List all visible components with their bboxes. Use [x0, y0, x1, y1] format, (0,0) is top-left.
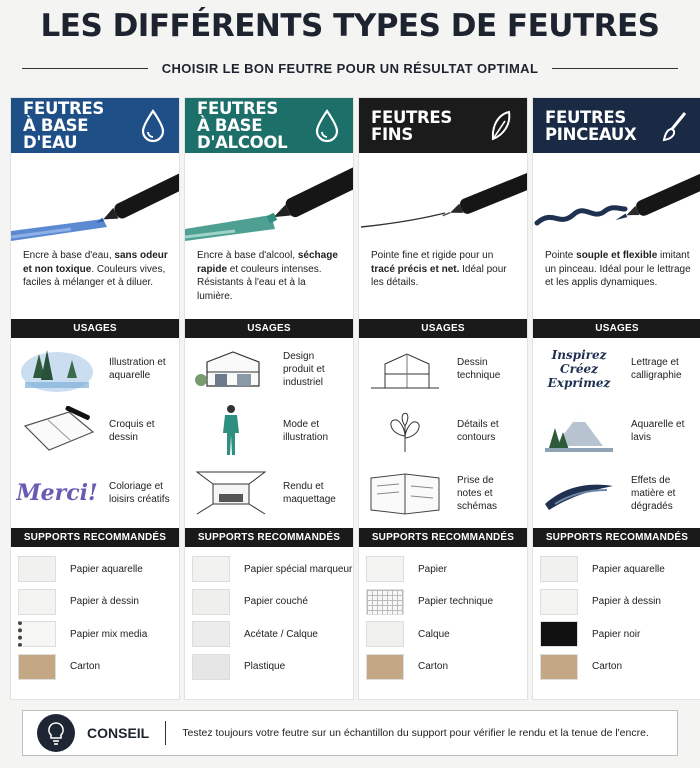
- lettering-image: Inspirez Créez Exprimez: [547, 348, 611, 390]
- usage-label: Aquarelle et lavis: [631, 419, 685, 443]
- usage-item: [185, 462, 353, 524]
- column-description: Encre à base d'alcool, séchage rapide et couleurs intenses. Résistants à l'eau et à la lumière.: [197, 250, 338, 302]
- ink-stroke: [361, 213, 445, 227]
- sketchbook-image: [17, 405, 97, 457]
- cardboard-swatch: [366, 654, 404, 680]
- lightbulb-icon: [37, 714, 75, 752]
- usage-item: [11, 338, 179, 400]
- support-label: Papier aquarelle: [70, 563, 143, 575]
- support-item: [11, 586, 179, 619]
- column-title: FEUTRES À BASE D'ALCOOL: [197, 99, 288, 152]
- feather-icon: [487, 109, 515, 143]
- supports-heading: SUPPORTS RECOMMANDÉS: [11, 528, 179, 547]
- usage-label: Mode et illustration: [283, 419, 329, 443]
- support-item: [533, 651, 700, 684]
- fashion-figure-image: [191, 405, 271, 457]
- support-label: Plastique: [244, 661, 286, 673]
- tip-divider: [165, 721, 166, 745]
- column-header: [11, 98, 179, 153]
- marker-pen: [440, 169, 527, 223]
- watercolor-landscape-image: [17, 343, 97, 395]
- support-label: Papier noir: [592, 628, 641, 640]
- support-item: [533, 553, 700, 586]
- column-water-based: [10, 97, 180, 700]
- merci-lettering-image: Merci!: [16, 480, 98, 506]
- usage-item: [533, 338, 700, 400]
- paper-swatch: [192, 589, 230, 615]
- ink-stroke: [537, 208, 625, 223]
- usage-label: Prise de notes et schémas: [457, 474, 498, 512]
- support-label: Acétate / Calque: [244, 628, 318, 640]
- usage-label: Détails et contours: [457, 419, 499, 443]
- support-item: [533, 618, 700, 651]
- leaf-drawing-image: [365, 405, 445, 457]
- marker-illustration: [11, 153, 179, 249]
- ink-stroke: [185, 215, 275, 241]
- usage-label: Dessin technique: [457, 357, 501, 381]
- usage-label: Lettrage et calligraphie: [631, 357, 682, 381]
- marker-illustration: [359, 153, 527, 249]
- support-label: Carton: [592, 661, 623, 673]
- usage-item: [359, 400, 527, 462]
- mountain-wash-image: [539, 405, 619, 457]
- tip-text: Testez toujours votre feutre sur un échantillon du support pour vérifier le rendu et la tenue de l'encre.: [182, 727, 649, 739]
- support-item: [359, 553, 527, 586]
- brush-stroke-image: [539, 467, 619, 519]
- brush-icon: [661, 109, 689, 143]
- column-description: Pointe souple et flexible imitant un pinceau. Idéal pour le lettrage et les applis dynamiques.: [545, 250, 691, 288]
- paper-swatch: [366, 556, 404, 582]
- column-title: FEUTRES FINS: [371, 107, 452, 144]
- support-item: [533, 586, 700, 619]
- support-label: Papier aquarelle: [592, 563, 665, 575]
- column-header: [359, 98, 527, 153]
- paper-swatch: [192, 556, 230, 582]
- tip-title: CONSEIL: [87, 725, 150, 741]
- support-item: [11, 651, 179, 684]
- usage-label: Illustration et aquarelle: [109, 357, 166, 381]
- technical-drawing-image: [365, 343, 445, 395]
- cardboard-swatch: [18, 654, 56, 680]
- paper-swatch: [540, 589, 578, 615]
- column-header: [185, 98, 353, 153]
- usage-label: Design produit et industriel: [283, 350, 325, 388]
- support-label: Papier: [418, 563, 447, 575]
- black-paper-swatch: [540, 621, 578, 647]
- usage-label: Effets de matière et dégradés: [631, 474, 676, 512]
- support-label: Papier spécial marqueur: [244, 563, 353, 575]
- acetate-swatch: [192, 621, 230, 647]
- tip-box: [22, 710, 678, 756]
- divider-left: [22, 68, 148, 69]
- paper-swatch: [540, 556, 578, 582]
- supports-heading: SUPPORTS RECOMMANDÉS: [533, 528, 700, 547]
- support-label: Carton: [70, 661, 101, 673]
- usage-item: [533, 400, 700, 462]
- support-label: Papier mix media: [70, 628, 148, 640]
- support-item: [359, 651, 527, 684]
- support-item: [185, 651, 353, 684]
- usage-item: [11, 400, 179, 462]
- cardboard-swatch: [540, 654, 578, 680]
- divider-right: [552, 68, 678, 69]
- usage-item: [359, 462, 527, 524]
- column-title: FEUTRES À BASE D'EAU: [23, 99, 104, 152]
- alcohol-drop-icon: [313, 109, 341, 143]
- plastic-swatch: [192, 654, 230, 680]
- building-sketch-image: [191, 343, 271, 395]
- support-item: [11, 553, 179, 586]
- paper-swatch: [18, 556, 56, 582]
- usages-heading: USAGES: [185, 319, 353, 338]
- marker-pen: [612, 171, 700, 228]
- support-label: Carton: [418, 661, 449, 673]
- support-label: Papier à dessin: [592, 596, 661, 608]
- column-title: FEUTRES PINCEAUX: [545, 107, 637, 144]
- subtitle-row: [22, 58, 678, 78]
- marker-illustration: [185, 153, 353, 249]
- usage-label: Rendu et maquettage: [283, 481, 336, 505]
- support-item: [185, 586, 353, 619]
- usage-item: [185, 400, 353, 462]
- column-header: [533, 98, 700, 153]
- support-label: Papier à dessin: [70, 596, 139, 608]
- marker-illustration: [533, 153, 700, 249]
- interior-perspective-image: [191, 467, 271, 519]
- support-item: [359, 586, 527, 619]
- support-label: Papier technique: [418, 596, 494, 608]
- usage-item: [185, 338, 353, 400]
- page-title: LES DIFFÉRENTS TYPES DE FEUTRES: [40, 8, 660, 44]
- water-drop-icon: [139, 109, 167, 143]
- page-subtitle: CHOISIR LE BON FEUTRE POUR UN RÉSULTAT OPTIMAL: [161, 60, 539, 76]
- support-label: Calque: [418, 628, 450, 640]
- usages-heading: USAGES: [533, 319, 700, 338]
- marker-pen: [93, 171, 179, 230]
- column-description: Pointe fine et rigide pour un tracé précis et net. Idéal pour les détails.: [371, 250, 507, 288]
- support-label: Papier couché: [244, 596, 308, 608]
- column-description: Encre à base d'eau, sans odeur et non toxique. Couleurs vives, faciles à mélanger et à diluer.: [23, 250, 168, 288]
- support-item: [185, 618, 353, 651]
- usages-heading: USAGES: [359, 319, 527, 338]
- usage-label: Croquis et dessin: [109, 419, 155, 443]
- marker-pen: [264, 165, 353, 229]
- usages-heading: USAGES: [11, 319, 179, 338]
- support-item: [11, 618, 179, 651]
- notebook-image: [365, 467, 445, 519]
- marker-columns: [10, 97, 690, 700]
- grid-paper-swatch: [366, 589, 404, 615]
- supports-heading: SUPPORTS RECOMMANDÉS: [359, 528, 527, 547]
- tracing-paper-swatch: [366, 621, 404, 647]
- spiral-paper-swatch: [18, 621, 56, 647]
- usage-item: [359, 338, 527, 400]
- usage-label: Coloriage et loisirs créatifs: [109, 481, 170, 505]
- column-alcohol-based: [184, 97, 354, 700]
- usage-item: [533, 462, 700, 524]
- usage-item: [11, 462, 179, 524]
- support-item: [359, 618, 527, 651]
- paper-swatch: [18, 589, 56, 615]
- support-item: [185, 553, 353, 586]
- column-fine-tip: [358, 97, 528, 700]
- supports-heading: SUPPORTS RECOMMANDÉS: [185, 528, 353, 547]
- column-brush: [532, 97, 700, 700]
